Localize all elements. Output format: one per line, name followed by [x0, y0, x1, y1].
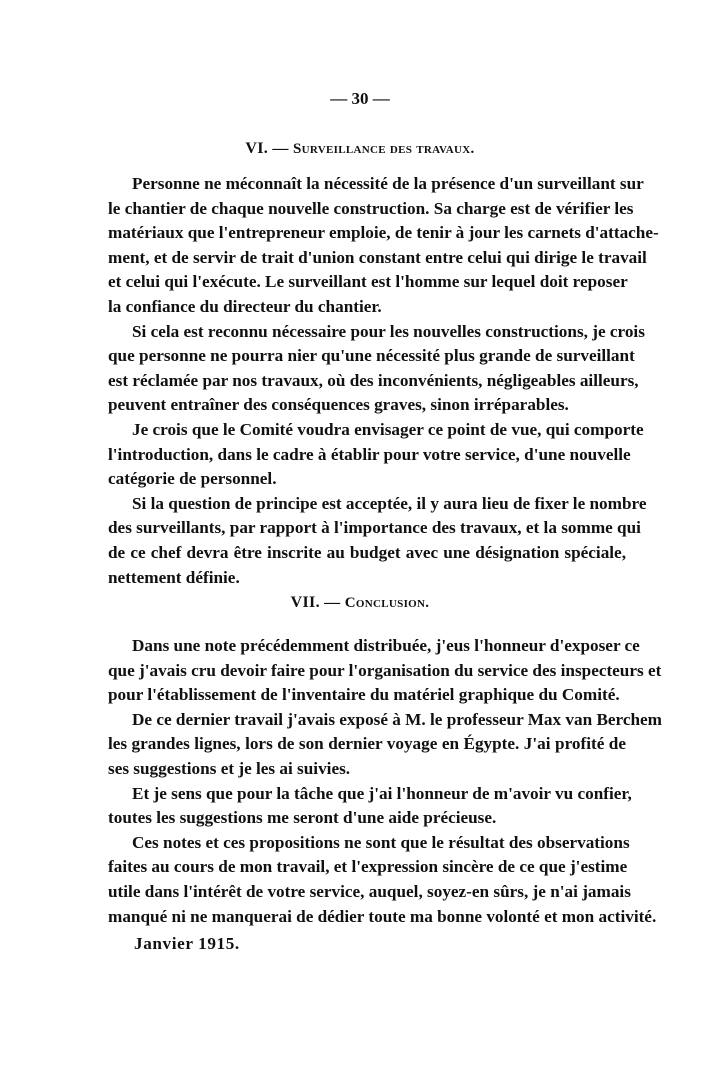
text-line: utile dans l'intérêt de votre service, auquel, soyez-en sûrs, je n'ai jamais: [108, 882, 631, 901]
section-heading-vii: [0, 594, 720, 612]
text-line: Si la question de principe est acceptée, il y aura lieu de fixer le nombre: [132, 493, 647, 513]
page-number: — 30 —: [330, 89, 390, 108]
text-line: ment, et de servir de trait d'union constant entre celui qui dirige le travail: [108, 247, 647, 267]
text-line: faites au cours de mon travail, et l'expression sincère de ce que j'estime: [108, 857, 628, 877]
text-line: Dans une note précédemment distribuée, j'eus l'honneur d'exposer ce: [132, 636, 640, 655]
text-line: Je crois que le Comité voudra envisager ce point de vue, qui comporte: [132, 420, 644, 439]
text-line: nettement définie.: [108, 567, 240, 587]
text-line: catégorie de personnel.: [108, 469, 277, 489]
text-line: que j'avais cru devoir faire pour l'organisation du service des inspecteurs et: [108, 660, 662, 680]
text-line: Personne ne méconnaît la nécessité de la présence d'un surveillant sur: [132, 174, 644, 193]
text-line: peuvent entraîner des conséquences graves, sinon irréparables.: [108, 395, 569, 415]
text-line: de ce chef devra être inscrite au budget avec une désignation spéciale,: [108, 543, 626, 562]
text-line: Si cela est reconnu nécessaire pour les nouvelles constructions, je crois: [132, 321, 645, 341]
section-title: Conclusion.: [344, 595, 430, 611]
text-line: que personne ne pourra nier qu'une nécessité plus grande de surveillant: [108, 346, 635, 366]
text-line: Et je sens que pour la tâche que j'ai l'honneur de m'avoir vu confier,: [132, 783, 632, 803]
section-number: VII. —: [290, 594, 341, 611]
text-line: De ce dernier travail j'avais exposé à M. le professeur Max van Berchem: [132, 709, 663, 729]
text-line: les grandes lignes, lors de son dernier voyage en Égypte. J'ai profité de: [108, 734, 626, 754]
section-title: Surveillance des travaux.: [293, 141, 475, 157]
section-number: VI. —: [245, 140, 289, 157]
text-line: l'introduction, dans le cadre à établir pour votre service, d'une nouvelle: [108, 444, 631, 464]
text-line: et celui qui l'exécute. Le surveillant est l'homme sur lequel doit reposer: [108, 272, 628, 292]
signature-date: Janvier 1915.: [134, 934, 240, 953]
text-line: est réclamée par nos travaux, où des inconvénients, négligeables ailleurs,: [108, 370, 639, 390]
section-heading-vi: [0, 140, 720, 158]
text-line: ses suggestions et je les ai suivies.: [108, 759, 351, 778]
text-line: pour l'établissement de l'inventaire du matériel graphique du Comité.: [108, 685, 620, 705]
text-line: la confiance du directeur du chantier.: [108, 297, 382, 316]
text-line: manqué ni ne manquerai de dédier toute ma bonne volonté et mon activité.: [108, 906, 657, 926]
text-line: le chantier de chaque nouvelle construction. Sa charge est de vérifier les: [108, 198, 634, 218]
text-line: toutes les suggestions me seront d'une aide précieuse.: [108, 808, 497, 828]
text-line: des surveillants, par rapport à l'importance des travaux, et la somme qui: [108, 518, 641, 538]
text-line: Ces notes et ces propositions ne sont que le résultat des observations: [132, 832, 630, 852]
text-line: matériaux que l'entrepreneur emploie, de tenir à jour les carnets d'attache-: [108, 223, 659, 243]
